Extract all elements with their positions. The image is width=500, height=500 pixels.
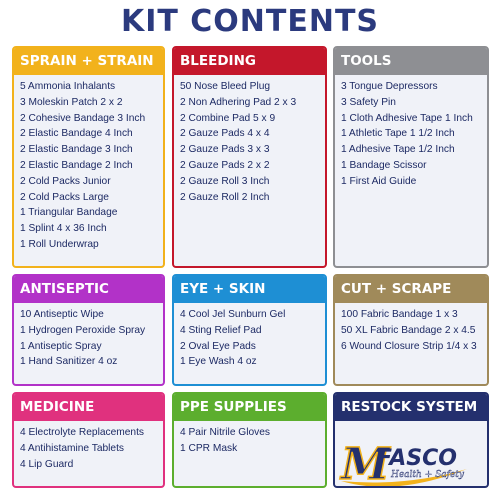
list-item: 2 Gauze Roll 2 Inch	[180, 191, 270, 203]
list-item: 1 First Aid Guide	[341, 175, 417, 187]
list-item: 4 Lip Guard	[20, 458, 74, 470]
list-item: 2 Gauze Pads 2 x 2	[180, 159, 270, 171]
list-item: 1 Eye Wash 4 oz	[180, 356, 257, 368]
section-items	[14, 75, 163, 257]
list-item: 1 Adhesive Tape 1/2 Inch	[341, 144, 455, 156]
list-item: 1 Splint 4 x 36 Inch	[20, 223, 107, 235]
list-item: 1 Roll Underwrap	[20, 238, 99, 250]
section-restock-system	[333, 392, 489, 488]
list-item: 1 Antiseptic Spray	[20, 340, 102, 352]
section-bleeding	[172, 46, 327, 268]
section-medicine	[12, 392, 165, 488]
list-item: 2 Elastic Bandage 3 Inch	[20, 144, 133, 156]
list-item: 2 Gauze Pads 4 x 4	[180, 128, 270, 140]
list-item: 3 Tongue Depressors	[341, 81, 438, 92]
section-items	[14, 421, 163, 476]
section-eye-skin	[172, 274, 327, 386]
section-items	[14, 303, 163, 374]
list-item: 2 Gauze Roll 3 Inch	[180, 175, 270, 187]
section-heading: SPRAIN + STRAIN	[14, 48, 163, 75]
list-item: 1 Athletic Tape 1 1/2 Inch	[341, 128, 455, 140]
list-item: 1 Hydrogen Peroxide Spray	[20, 324, 146, 336]
list-item: 2 Cold Packs Junior	[20, 175, 111, 187]
list-item: 100 Fabric Bandage 1 x 3	[341, 309, 458, 320]
list-item: 2 Elastic Bandage 2 Inch	[20, 159, 133, 171]
logo-letter: M	[341, 439, 390, 488]
section-heading: TOOLS	[335, 48, 487, 75]
list-item: 3 Moleskin Patch 2 x 2	[20, 96, 123, 108]
list-item: 4 Cool Jel Sunburn Gel	[180, 309, 286, 320]
section-heading: ANTISEPTIC	[14, 276, 163, 303]
page-title: KIT CONTENTS	[120, 4, 380, 39]
section-ppe-supplies	[172, 392, 327, 488]
section-heading: BLEEDING	[174, 48, 325, 75]
list-item: 50 Nose Bleed Plug	[180, 81, 271, 92]
list-item: 3 Safety Pin	[341, 96, 396, 108]
section-heading: MEDICINE	[14, 394, 163, 421]
list-item: 2 Oval Eye Pads	[180, 340, 256, 352]
list-item: 50 XL Fabric Bandage 2 x 4.5	[341, 324, 476, 336]
list-item: 4 Sting Relief Pad	[180, 324, 262, 336]
section-tools	[333, 46, 489, 268]
section-items	[335, 421, 487, 429]
section-sprain-strain	[12, 46, 165, 268]
section-items	[174, 303, 325, 374]
section-heading: PPE SUPPLIES	[174, 394, 325, 421]
list-item: 6 Wound Closure Strip 1/4 x 3	[341, 340, 477, 352]
list-item: 5 Ammonia Inhalants	[20, 81, 116, 92]
list-item: 4 Antihistamine Tablets	[20, 442, 125, 454]
logo-name: FASCO	[377, 446, 457, 471]
list-item: 2 Gauze Pads 3 x 3	[180, 144, 270, 156]
mfasco-logo	[335, 435, 473, 488]
section-antiseptic	[12, 274, 165, 386]
list-item: 1 CPR Mask	[180, 442, 238, 454]
section-items	[174, 421, 325, 461]
section-heading: CUT + SCRAPE	[335, 276, 487, 303]
list-item: 2 Combine Pad 5 x 9	[180, 112, 276, 124]
list-item: 4 Electrolyte Replacements	[20, 427, 145, 438]
list-item: 2 Non Adhering Pad 2 x 3	[180, 96, 297, 108]
section-items	[335, 303, 487, 358]
list-item: 1 Bandage Scissor	[341, 159, 427, 171]
list-item: 2 Elastic Bandage 4 Inch	[20, 128, 133, 140]
list-item: 2 Cohesive Bandage 3 Inch	[20, 112, 146, 124]
list-item: 1 Triangular Bandage	[20, 207, 118, 219]
list-item: 1 Cloth Adhesive Tape 1 Inch	[341, 112, 473, 124]
logo-tagline: Health + Safety	[391, 470, 464, 480]
section-heading: EYE + SKIN	[174, 276, 325, 303]
section-items	[174, 75, 325, 209]
list-item: 2 Cold Packs Large	[20, 191, 109, 203]
list-item: 10 Antiseptic Wipe	[20, 309, 104, 320]
section-cut-scrape	[333, 274, 489, 386]
section-heading: RESTOCK SYSTEM	[335, 394, 487, 421]
section-items	[335, 75, 487, 194]
list-item: 1 Hand Sanitizer 4 oz	[20, 356, 118, 368]
list-item: 4 Pair Nitrile Gloves	[180, 427, 271, 438]
